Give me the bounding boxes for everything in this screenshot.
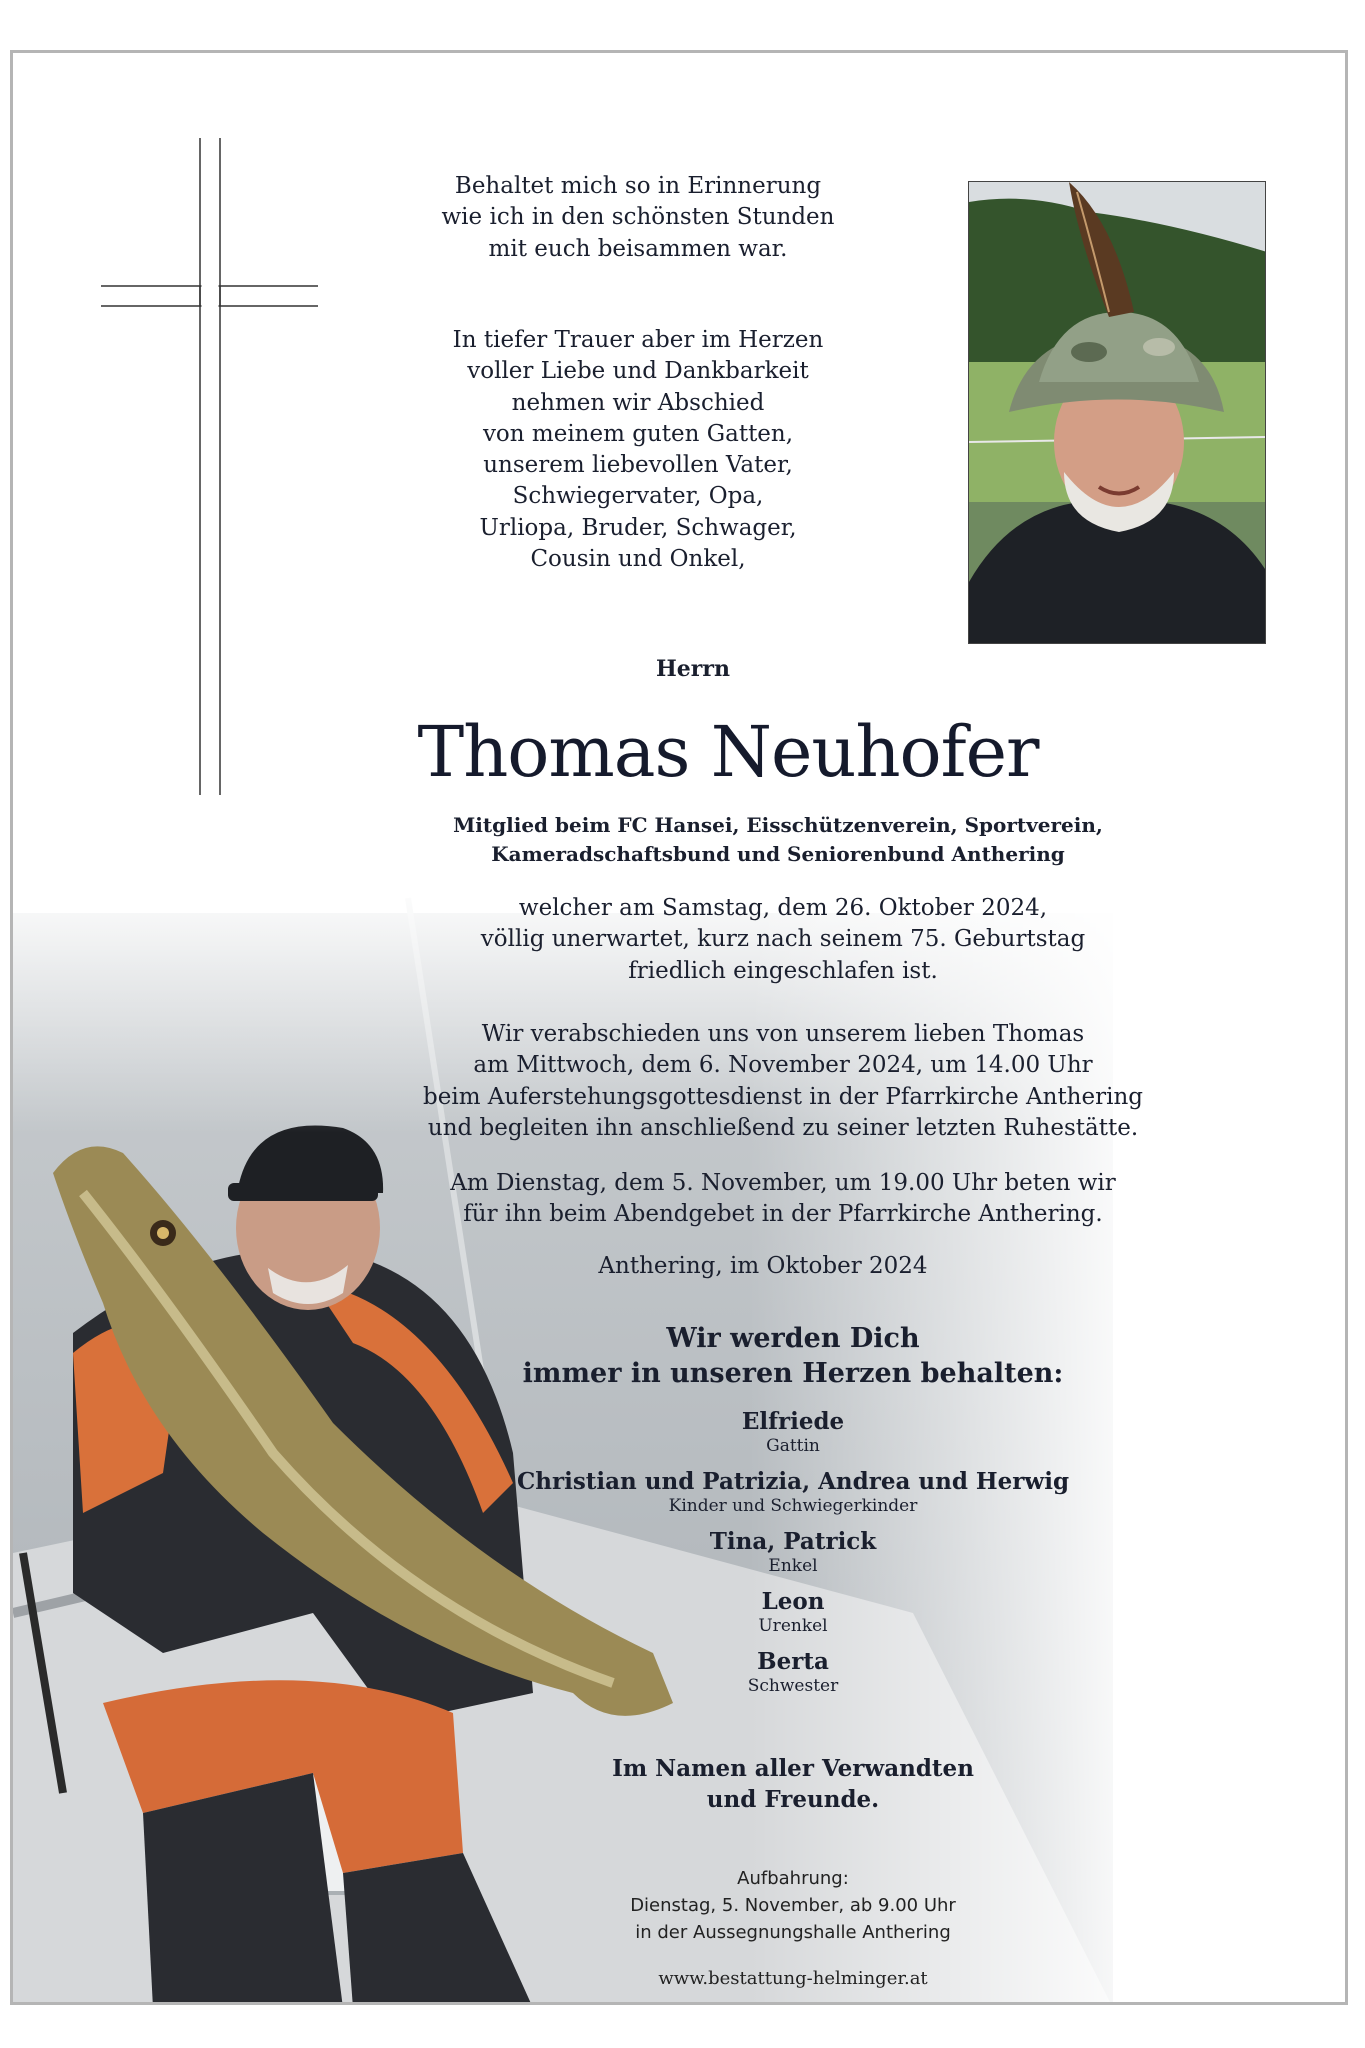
website-link[interactable]: www.bestattung-helminger.at	[658, 1968, 928, 1989]
funeral-info	[373, 1019, 1193, 1144]
family-member	[413, 1528, 1173, 1576]
mourning-text	[313, 325, 963, 575]
family-member	[413, 1408, 1173, 1456]
funeral-line: Wir verabschieden uns von unserem lieben Thomas	[481, 1021, 1085, 1047]
prayer-info	[373, 1168, 1193, 1231]
family-member-name: Leon	[761, 1587, 825, 1615]
mourning-line: Urliopa, Bruder, Schwager,	[479, 514, 797, 541]
family-member-name: Elfriede	[741, 1408, 845, 1435]
family-member-name: Berta	[757, 1647, 829, 1675]
membership-line: Mitglied beim FC Hansei, Eisschützenverein, Sportverein,	[453, 813, 1103, 837]
mourning-line: nehmen wir Abschied	[511, 389, 765, 416]
family-member-relation: Schwester	[747, 1675, 839, 1696]
salutation: Herrn	[656, 656, 730, 682]
viewing-info	[553, 1865, 1033, 1946]
family-member-relation: Kinder und Schwiegerkinder	[668, 1495, 918, 1516]
funeral-line: am Mittwoch, dem 6. November 2024, um 14.00 Uhr	[473, 1052, 1093, 1079]
family-member	[413, 1648, 1173, 1696]
death-notice	[373, 893, 1193, 987]
relatives-line: und Freunde.	[706, 1786, 880, 1814]
membership	[393, 811, 1163, 869]
relatives-signoff	[513, 1753, 1073, 1815]
deceased-name: Thomas Neuhofer	[417, 711, 1039, 793]
family-list	[413, 1408, 1173, 1708]
prayer-line: Am Dienstag, dem 5. November, um 19.00 Uhr beten wir	[450, 1170, 1116, 1196]
family-member	[413, 1588, 1173, 1636]
membership-line: Kameradschaftsbund und Seniorenbund Anthering	[491, 842, 1065, 866]
family-member	[413, 1468, 1173, 1516]
poem-line: Behaltet mich so in Erinnerung	[454, 173, 822, 199]
family-member-relation: Gattin	[766, 1435, 820, 1456]
mourning-line: Cousin und Onkel,	[530, 545, 746, 572]
mourning-line: unserem liebevollen Vater,	[483, 452, 793, 479]
mourning-line: In tiefer Trauer aber im Herzen	[452, 327, 824, 353]
death-notice-line: völlig unerwartet, kurz nach seinem 75. Geburtstag	[480, 926, 1086, 953]
relatives-line: Im Namen aller Verwandten	[612, 1755, 974, 1782]
remembrance-line: immer in unseren Herzen behalten:	[522, 1358, 1064, 1390]
remembrance-line: Wir werden Dich	[666, 1323, 920, 1354]
poem-line: mit euch beisammen war.	[488, 235, 788, 262]
poem-line: wie ich in den schönsten Stunden	[441, 204, 835, 231]
mourning-line: von meinem guten Gatten,	[482, 420, 794, 447]
family-member-relation: Urenkel	[758, 1615, 828, 1636]
portrait-photo	[968, 181, 1266, 644]
family-member-name: Christian und Patrizia, Andrea und Herwig	[516, 1467, 1070, 1495]
viewing-title: Aufbahrung:	[737, 1868, 849, 1889]
viewing-line: Dienstag, 5. November, ab 9.00 Uhr	[630, 1895, 956, 1916]
poem	[313, 171, 963, 265]
obituary-card	[10, 50, 1348, 2005]
family-member-name: Tina, Patrick	[709, 1527, 877, 1555]
family-member-relation: Enkel	[768, 1555, 818, 1576]
funeral-line: beim Auferstehungsgottesdienst in der Pfarrkirche Anthering	[423, 1083, 1143, 1110]
death-notice-line: welcher am Samstag, dem 26. Oktober 2024,	[518, 895, 1048, 921]
funeral-line: und begleiten ihn anschließend zu seiner letzten Ruhestätte.	[427, 1114, 1139, 1141]
cross-icon	[13, 53, 353, 853]
viewing-line: in der Aussegnungshalle Anthering	[635, 1922, 951, 1943]
prayer-line: für ihn beim Abendgebet in der Pfarrkirche Anthering.	[463, 1201, 1103, 1228]
mourning-line: Schwiegervater, Opa,	[512, 483, 764, 510]
death-notice-line: friedlich eingeschlafen ist.	[628, 957, 938, 984]
remembrance	[443, 1321, 1143, 1391]
mourning-line: voller Liebe und Dankbarkeit	[467, 358, 809, 385]
place-date: Anthering, im Oktober 2024	[598, 1253, 928, 1279]
